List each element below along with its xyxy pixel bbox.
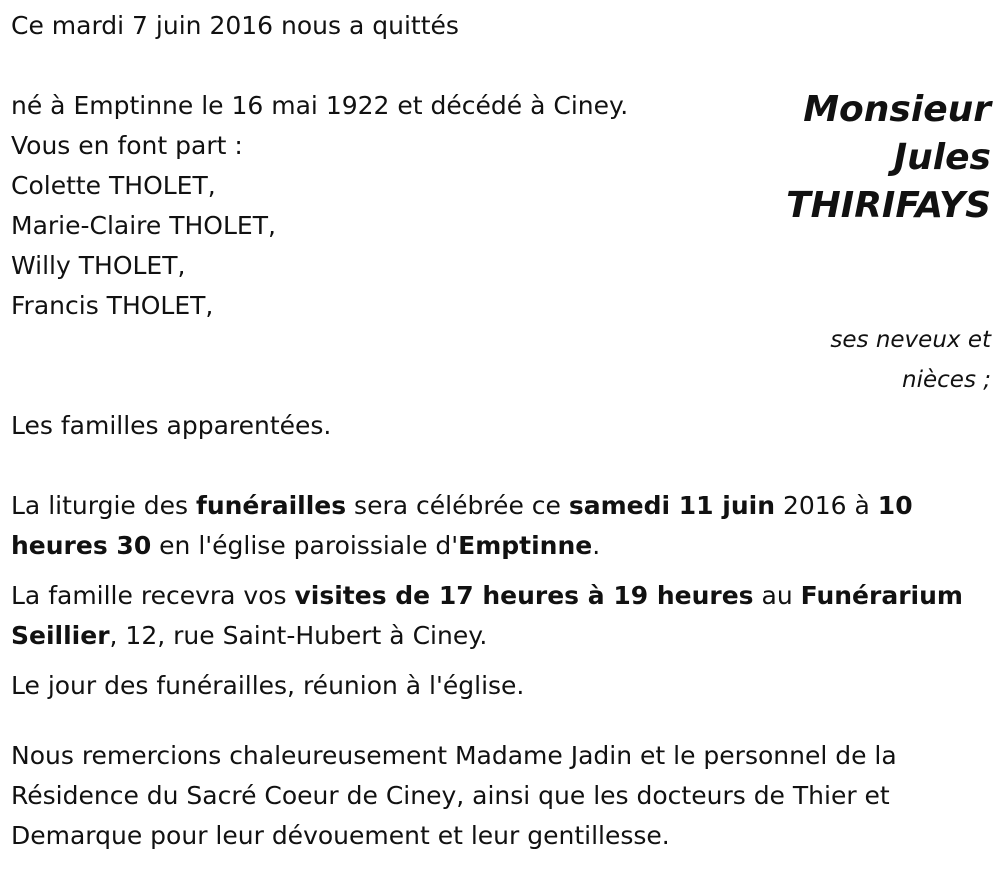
liturgy-paragraph: La liturgie des funérailles sera célébrée ce samedi 11 juin 2016 à 10 heures 30 en l'église paroissiale d'Emptinne. bbox=[11, 491, 913, 560]
announce-line: Vous en font part : bbox=[11, 131, 243, 160]
deceased-name bbox=[786, 86, 991, 230]
thanks-paragraph: Nous remercions chaleureusement Madame Jadin et le personnel de la Résidence du Sacré Coeur de Ciney, ainsi que les docteurs de Thier et Demarque pour leur dévouement et leur gentillesse. bbox=[11, 741, 897, 850]
kin-line-2: nièces ; bbox=[902, 367, 991, 393]
name-title: Monsieur bbox=[803, 89, 991, 130]
family-member: Willy THOLET, bbox=[11, 251, 186, 280]
blank-line bbox=[11, 46, 991, 86]
family-member: Colette THOLET, bbox=[11, 171, 216, 200]
families-line: Les familles apparentées. bbox=[11, 411, 332, 440]
kin-note bbox=[830, 320, 991, 400]
blank-line bbox=[11, 706, 991, 736]
birth-line: né à Emptinne le 16 mai 1922 et décédé à Ciney. bbox=[11, 91, 629, 120]
family-member: Marie-Claire THOLET, bbox=[11, 211, 276, 240]
meeting-line: Le jour des funérailles, réunion à l'église. bbox=[11, 671, 525, 700]
family-member: Francis THOLET, bbox=[11, 291, 214, 320]
visits-paragraph: La famille recevra vos visites de 17 heures à 19 heures au Funérarium Seillier, 12, rue Saint-Hubert à Ciney. bbox=[11, 581, 963, 650]
intro-line: Ce mardi 7 juin 2016 nous a quittés bbox=[11, 11, 459, 40]
blank-line bbox=[11, 446, 991, 486]
name-last: THIRIFAYS bbox=[786, 185, 991, 226]
name-first: Jules bbox=[893, 137, 991, 178]
kin-line-1: ses neveux et bbox=[830, 327, 991, 353]
